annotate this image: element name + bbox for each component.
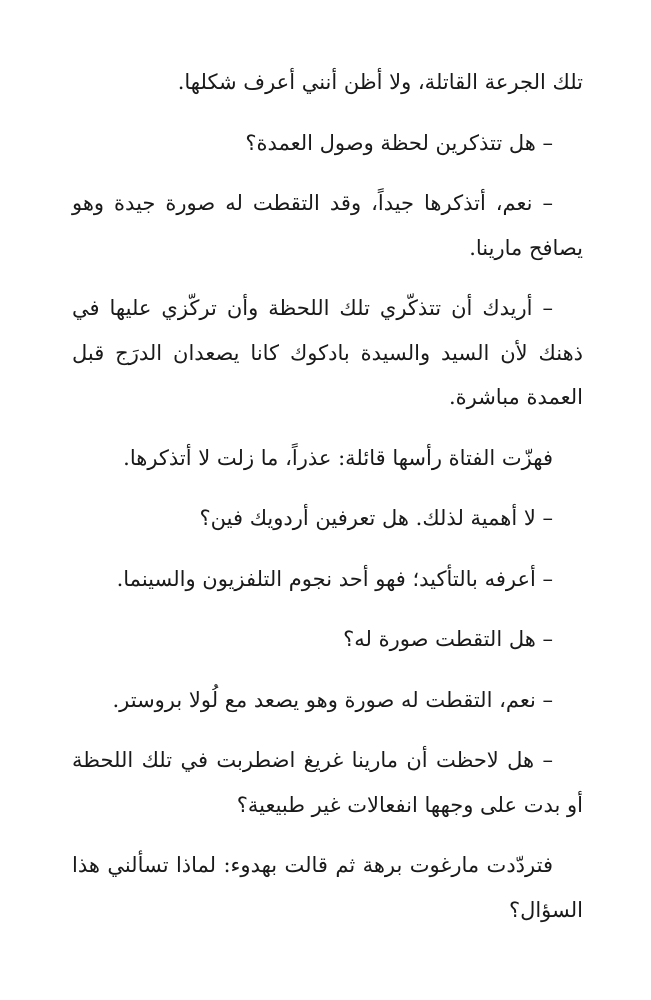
dialogue-paragraph: – نعم، أتذكرها جيداً، وقد التقطت له صورة جيدة وهو يصافح مارينا.	[72, 191, 583, 260]
dialogue-paragraph: – هل تتذكرين لحظة وصول العمدة؟	[245, 130, 553, 155]
dialogue-paragraph: – لا أهمية لذلك. هل تعرفين أردويك فين؟	[199, 506, 553, 530]
narration-paragraph: فتردّدت مارغوت برهة ثم قالت بهدوء: لماذا تسألني هذا السؤال؟	[72, 853, 583, 922]
dialogue-paragraph: – هل التقطت صورة له؟	[343, 627, 553, 651]
dialogue-paragraph: – أعرفه بالتأكيد؛ فهو أحد نجوم التلفزيون والسينما.	[116, 566, 553, 591]
dialogue-paragraph: – أريدك أن تتذكّري تلك اللحظة وأن تركّزي عليها في ذهنك لأن السيد والسيدة بادكوك كانا يصعدان الدرَج قبل العمدة مباشرة.	[72, 296, 583, 409]
narration-paragraph: فهزّت الفتاة رأسها قائلة: عذراً، ما زلت لا أتذكرها.	[123, 445, 553, 470]
dialogue-paragraph: – هل لاحظت أن مارينا غريغ اضطربت في تلك اللحظة أو بدت على وجهها انفعالات غير طبيعية؟	[72, 748, 583, 817]
paragraph-continuation: تلك الجرعة القاتلة، ولا أظن أنني أعرف شكلها.	[177, 70, 583, 94]
dialogue-paragraph: – نعم، التقطت له صورة وهو يصعد مع لُولا بروستر.	[112, 687, 553, 712]
